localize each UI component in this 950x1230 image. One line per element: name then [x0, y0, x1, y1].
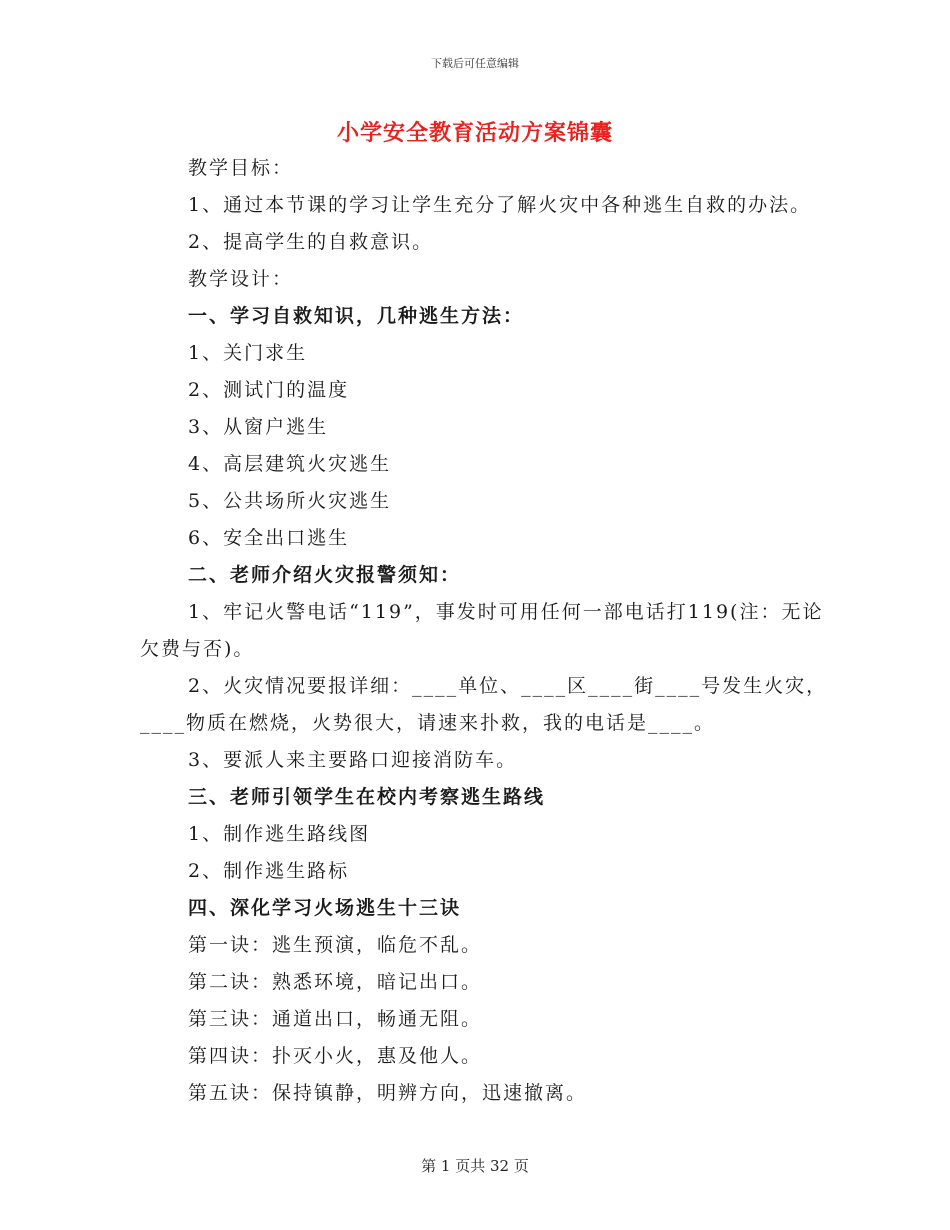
body-line: 1、通过本节课的学习让学生充分了解火灾中各种逃生自救的办法。: [188, 194, 812, 216]
body-line: 教学目标：: [188, 157, 294, 179]
body-line: 1、关门求生: [188, 342, 308, 364]
page-number: 第 1 页共 32 页: [421, 1157, 529, 1175]
body-line: 第三诀：通道出口，畅通无阻。: [188, 1008, 483, 1030]
section-heading: 一、学习自救知识，几种逃生方法：: [188, 305, 525, 327]
body-line: 3、要派人来主要路口迎接消防车。: [188, 749, 518, 771]
body-line: 1、制作逃生路线图: [188, 823, 371, 845]
header-note: 下载后可任意编辑: [431, 57, 519, 70]
body-line: 第四诀：扑灭小火，惠及他人。: [188, 1045, 483, 1067]
body-paragraph: 2、火灾情况要报详细：____单位、____区____街____号发生火灾，____物质在燃烧，火势很大，请速来扑救，我的电话是____。: [140, 675, 828, 734]
body-line: 3、从窗户逃生: [188, 416, 329, 438]
body-line: 第五诀：保持镇静，明辨方向，迅速撤离。: [188, 1082, 588, 1104]
body-line: 2、制作逃生路标: [188, 860, 350, 882]
body-line: 2、测试门的温度: [188, 379, 350, 401]
body-line: 4、高层建筑火灾逃生: [188, 453, 392, 475]
section-heading: 四、深化学习火场逃生十三诀: [188, 897, 462, 919]
body-paragraph: 1、牢记火警电话“119”，事发时可用任何一部电话打119(注：无论欠费与否)。: [140, 601, 824, 660]
body-line: 第一诀：逃生预演，临危不乱。: [188, 934, 483, 956]
document-title: 小学安全教育活动方案锦囊: [336, 120, 613, 146]
body-line: 第二诀：熟悉环境，暗记出口。: [188, 971, 483, 993]
section-heading: 二、老师介绍火灾报警须知：: [188, 564, 462, 586]
document-body: [140, 150, 830, 1112]
body-line: 教学设计：: [188, 268, 294, 290]
section-heading: 三、老师引领学生在校内考察逃生路线: [188, 786, 546, 808]
body-line: 6、安全出口逃生: [188, 527, 350, 549]
body-line: 2、提高学生的自救意识。: [188, 231, 434, 253]
body-line: 5、公共场所火灾逃生: [188, 490, 392, 512]
